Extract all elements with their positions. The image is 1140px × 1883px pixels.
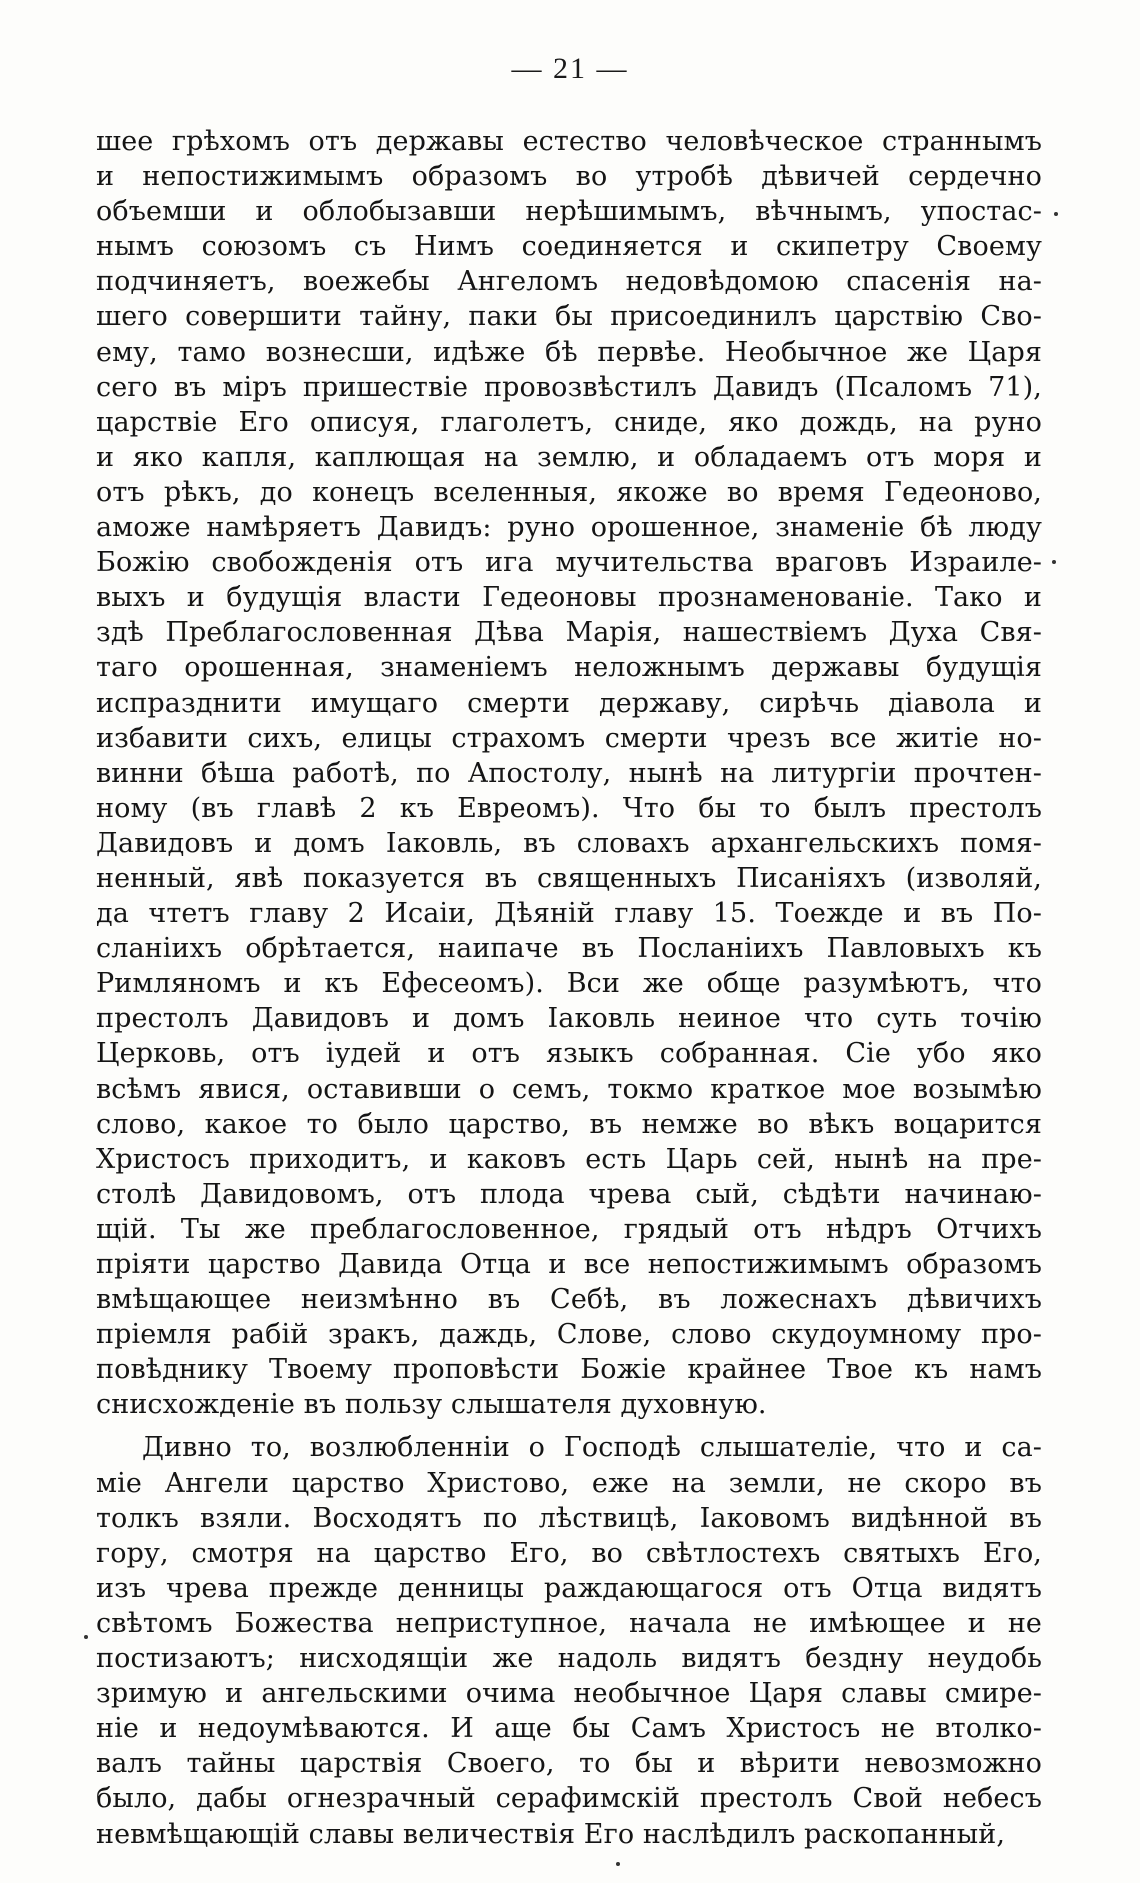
text-line: валъ тайны царствія Своего, то бы и вѣрити невозможно — [96, 1748, 1042, 1780]
text-line: аможе намѣряетъ Давидъ: руно орошенное, знаменіе бѣ люду — [96, 512, 1042, 544]
text-line: гору, смотря на царство Его, во свѣтлостехъ святыхъ Его, — [96, 1537, 1042, 1569]
text-line: престолъ Давидовъ и домъ Іаковль неиное что суть точію — [96, 1003, 1042, 1035]
text-line: ему, тамо вознесши, идѣже бѣ первѣе. Необычное же Царя — [96, 336, 1042, 368]
text-line: повѣднику Твоему проповѣсти Божіе крайнее Твое къ намъ — [96, 1354, 1042, 1386]
text-line: да чтетъ главу 2 Исаіи, Дѣяній главу 15. Тоежде и въ По- — [96, 898, 1042, 930]
text-line: было, дабы огнезрачный серафимскій престолъ Свой небесъ — [96, 1783, 1042, 1815]
text-line: испразднити имущаго смерти державу, сирѣчь діавола и — [96, 687, 1042, 719]
text-line: винни бѣша работѣ, по Апостолу, нынѣ на литургіи прочтен- — [96, 757, 1042, 789]
text-line: пріяти царство Давида Отца и все непостижимымъ образомъ — [96, 1249, 1042, 1280]
text-line: сего въ міръ пришествіе провозвѣстилъ Давидъ (Псаломъ 71), — [96, 371, 1042, 403]
text-line: таго орошенная, знаменіемъ неложнымъ державы будущія — [96, 652, 1042, 684]
text-line: столѣ Давидовомъ, отъ плода чрева сый, сѣдѣти начинаю- — [96, 1178, 1042, 1210]
scan-speck — [616, 1862, 620, 1866]
text-line: Христосъ приходитъ, и каковъ есть Царь сей, нынѣ на пре- — [96, 1143, 1042, 1175]
text-line: Церковь, отъ іудей и отъ языкъ собранная. Сіе убо яко — [96, 1038, 1042, 1070]
text-line: царствіе Его описуя, глаголетъ, снидe, яко дождь, на руно — [96, 406, 1042, 438]
text-line: объемши и облобызавши нерѣшимымъ, вѣчнымъ, упостас- — [96, 196, 1042, 228]
text-line: невмѣщающій славы величествія Его наслѣдилъ раскопанный, — [96, 1818, 1006, 1850]
text-line: шее грѣхомъ отъ державы естество человѣческое страннымъ — [96, 126, 1042, 157]
text-line: вмѣщающее неизмѣнно въ Себѣ, въ ложеснахъ дѣвичихъ — [96, 1284, 1042, 1316]
text-line: отъ рѣкъ, до конецъ вселенныя, якоже во время Гедеоново, — [96, 476, 1042, 508]
page-number: — 21 — — [511, 52, 629, 85]
text-line: щій. Ты же преблагословенное, грядый отъ нѣдръ Отчихъ — [96, 1213, 1042, 1245]
text-line: нымъ союзомъ съ Нимъ соединяется и скипетру Своему — [96, 231, 1042, 263]
text-line: ному (въ главѣ 2 къ Евреомъ). Что бы то былъ престолъ — [96, 792, 1042, 824]
text-line: снисхожденіе въ пользу слышателя духовную. — [96, 1389, 767, 1421]
text-line: сланіихъ обрѣтается, наипаче въ Посланіихъ Павловыхъ къ — [96, 933, 1042, 965]
text-line: постизаютъ; нисходящіи же надоль видятъ бездну неудобь — [96, 1643, 1042, 1675]
text-line: Дивно то, возлюбленніи о Господѣ слышателіе, что и са- — [142, 1432, 1042, 1464]
text-line: міе Ангели царство Христово, еже на земли, не скоро въ — [96, 1467, 1042, 1499]
text-line: ніе и недоумѣваются. И аще бы Самъ Христосъ не втолко- — [96, 1713, 1042, 1745]
text-line: Римляномъ и къ Ефесеомъ). Вси же обще разумѣютъ, что — [96, 968, 1042, 1000]
scan-speck — [1054, 212, 1058, 216]
text-line: зримую и ангельскими очима необычное Царя славы смире- — [96, 1678, 1042, 1710]
scan-speck — [1052, 560, 1056, 564]
text-line: пріемля рабій зракъ, даждь, Слове, слово скудоумному про- — [96, 1319, 1042, 1351]
text-line: слово, какое то было царство, въ немже во вѣкъ воцарится — [96, 1108, 1042, 1140]
text-line: выхъ и будущія власти Гедеоновы прознаменованіе. Тако и — [96, 582, 1042, 614]
text-line: всѣмъ явися, оставивши о семъ, токмо краткое мое возымѣю — [96, 1073, 1042, 1105]
text-line: Давидовъ и домъ Іаковль, въ словахъ архангельскихъ помя- — [96, 827, 1042, 859]
text-line: свѣтомъ Божества неприступное, начала не имѣющее и не — [96, 1607, 1042, 1639]
text-line: Божію свобожденія отъ ига мучительства враговъ Израиле- — [96, 547, 1042, 579]
text-line: избавити сихъ, елицы страхомъ смерти чрезъ все житіе но- — [96, 722, 1042, 754]
scan-speck — [84, 1635, 88, 1639]
body-text — [96, 124, 1042, 1852]
paragraph-1 — [96, 124, 1042, 1422]
text-line: подчиняетъ, воежебы Ангеломъ недовѣдомою спасенія на- — [96, 266, 1042, 298]
text-line: и непостижимымъ образомъ во утробѣ дѣвичей сердечно — [96, 161, 1042, 193]
text-line: шего совершити тайну, паки бы присоединилъ царствію Сво- — [96, 301, 1042, 333]
text-line: ненный, явѣ показуется въ священныхъ Писаніяхъ (изволяй, — [96, 862, 1042, 894]
text-line: здѣ Преблагословенная Дѣва Марія, нашествіемъ Духа Свя- — [96, 617, 1042, 649]
text-line: изъ чрева прежде денницы раждающагося отъ Отца видятъ — [96, 1572, 1042, 1604]
text-line: толкъ взяли. Восходятъ по лѣствицѣ, Іаковомъ видѣнной въ — [96, 1502, 1042, 1534]
text-line: и яко капля, каплющая на землю, и обладаемъ отъ моря и — [96, 441, 1042, 473]
paragraph-2 — [96, 1430, 1042, 1851]
